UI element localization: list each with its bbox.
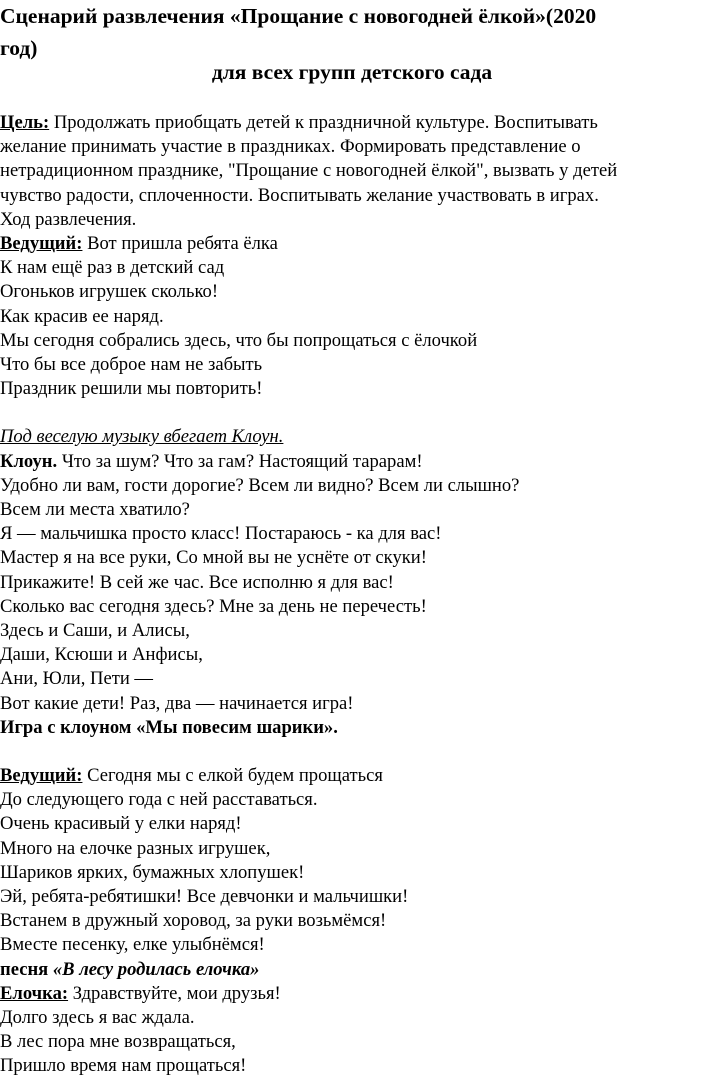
goal-line-3: нетрадиционном празднике, "Прощание с новогодней ёлкой", вызвать у детей — [0, 160, 618, 182]
goal-line-1 — [0, 111, 700, 135]
goal-text-1: Продолжать приобщать детей к праздничной культуре. Воспитывать — [49, 112, 598, 133]
host2-speaker-label: Ведущий: — [0, 765, 83, 787]
clown-line-11: Вот какие дети! Раз, два — начинается игра! — [0, 692, 354, 714]
tree-line-4: Пришло время нам прощаться! — [0, 1055, 247, 1077]
host1-line-5: Мы сегодня собрались здесь, что бы попрощаться с ёлочкой — [0, 329, 478, 351]
host2-line-8: Вместе песенку, елке улыбнёмся! — [0, 934, 265, 956]
host1-line-3: Огоньков игрушек сколько! — [0, 281, 219, 303]
clown-text-1: Что за шум? Что за гам? Настоящий тарарам! — [57, 450, 423, 472]
clown-line-5: Мастер я на все руки, Со мной вы не уснёте от скуки! — [0, 547, 427, 569]
document-subtitle: для всех групп детского сада — [211, 60, 493, 84]
clown-line-2: Удобно ли вам, гости дорогие? Всем ли видно? Всем ли слышно? — [0, 474, 520, 496]
host1-line-6: Что бы все доброе нам не забыть — [0, 353, 263, 375]
spacer — [0, 740, 700, 764]
goal-line-4: чувство радости, сплоченности. Воспитывать желание участвовать в играх. — [0, 184, 599, 206]
goal-line-2: желание принимать участие в праздниках. Формировать представление о — [0, 136, 581, 158]
progress-heading: Ход развлечения. — [0, 208, 137, 230]
host2-line-3: Очень красивый у елки наряд! — [0, 813, 242, 835]
spacer — [0, 401, 700, 425]
host1-line-4: Как красив ее наряд. — [0, 305, 164, 327]
song-prefix: песня — [0, 958, 53, 980]
song-line — [0, 958, 700, 982]
host2-line-5: Шариков ярких, бумажных хлопушек! — [0, 861, 305, 883]
clown-line-6: Прикажите! В сей же час. Все исполню я для вас! — [0, 571, 394, 593]
host1-line-7: Праздник решили мы повторить! — [0, 378, 263, 400]
host1-line-1 — [0, 232, 700, 256]
tree-line-3: В лес пора мне возвращаться, — [0, 1031, 236, 1053]
tree-line-1 — [0, 982, 700, 1006]
document-body — [0, 111, 700, 1079]
host1-text-1: Вот пришла ребята ёлка — [82, 232, 278, 254]
clown-line-3: Всем ли места хватило? — [0, 499, 190, 520]
clown-line-8: Здесь и Саши, и Алисы, — [0, 619, 190, 641]
host2-line-6: Эй, ребята-ребятишки! Все девчонки и мальчишки! — [0, 886, 409, 907]
tree-line-2: Долго здесь я вас ждала. — [0, 1006, 195, 1028]
clown-stage-direction: Под веселую музыку вбегает Клоун. — [0, 426, 284, 448]
host2-line-7: Встанем в дружный хоровод, за руки возьмёмся! — [0, 910, 387, 932]
host1-speaker-label: Ведущий: — [0, 232, 83, 254]
host2-text-1: Сегодня мы с елкой будем прощаться — [82, 765, 383, 787]
host2-line-1 — [0, 764, 700, 788]
tree-text-1: Здравствуйте, мои друзья! — [68, 982, 281, 1004]
clown-speaker-label: Клоун. — [0, 450, 58, 472]
host1-line-2: К нам ещё раз в детский сад — [0, 257, 225, 279]
clown-line-9: Даши, Ксюши и Анфисы, — [0, 644, 203, 666]
clown-line-10: Ани, Юли, Пети — — [0, 668, 154, 690]
title-line-1: Сценарий развлечения «Прощание с новогодней ёлкой»(2020 — [0, 4, 597, 28]
clown-game-heading: Игра с клоуном «Мы повесим шарики». — [0, 716, 338, 738]
tree-speaker-label: Елочка: — [0, 982, 69, 1004]
host2-line-2: До следующего года с ней расставаться. — [0, 789, 318, 811]
goal-label: Цель: — [0, 112, 50, 133]
title-line-2: год) — [0, 36, 38, 60]
song-title: «В лесу родилась елочка» — [52, 958, 260, 980]
host2-line-4: Много на елочке разных игрушек, — [0, 837, 271, 859]
clown-line-1 — [0, 450, 700, 474]
clown-line-7: Сколько вас сегодня здесь? Мне за день не перечесть! — [0, 595, 427, 617]
clown-line-4: Я — мальчишка просто класс! Постараюсь - ка для вас! — [0, 523, 442, 545]
